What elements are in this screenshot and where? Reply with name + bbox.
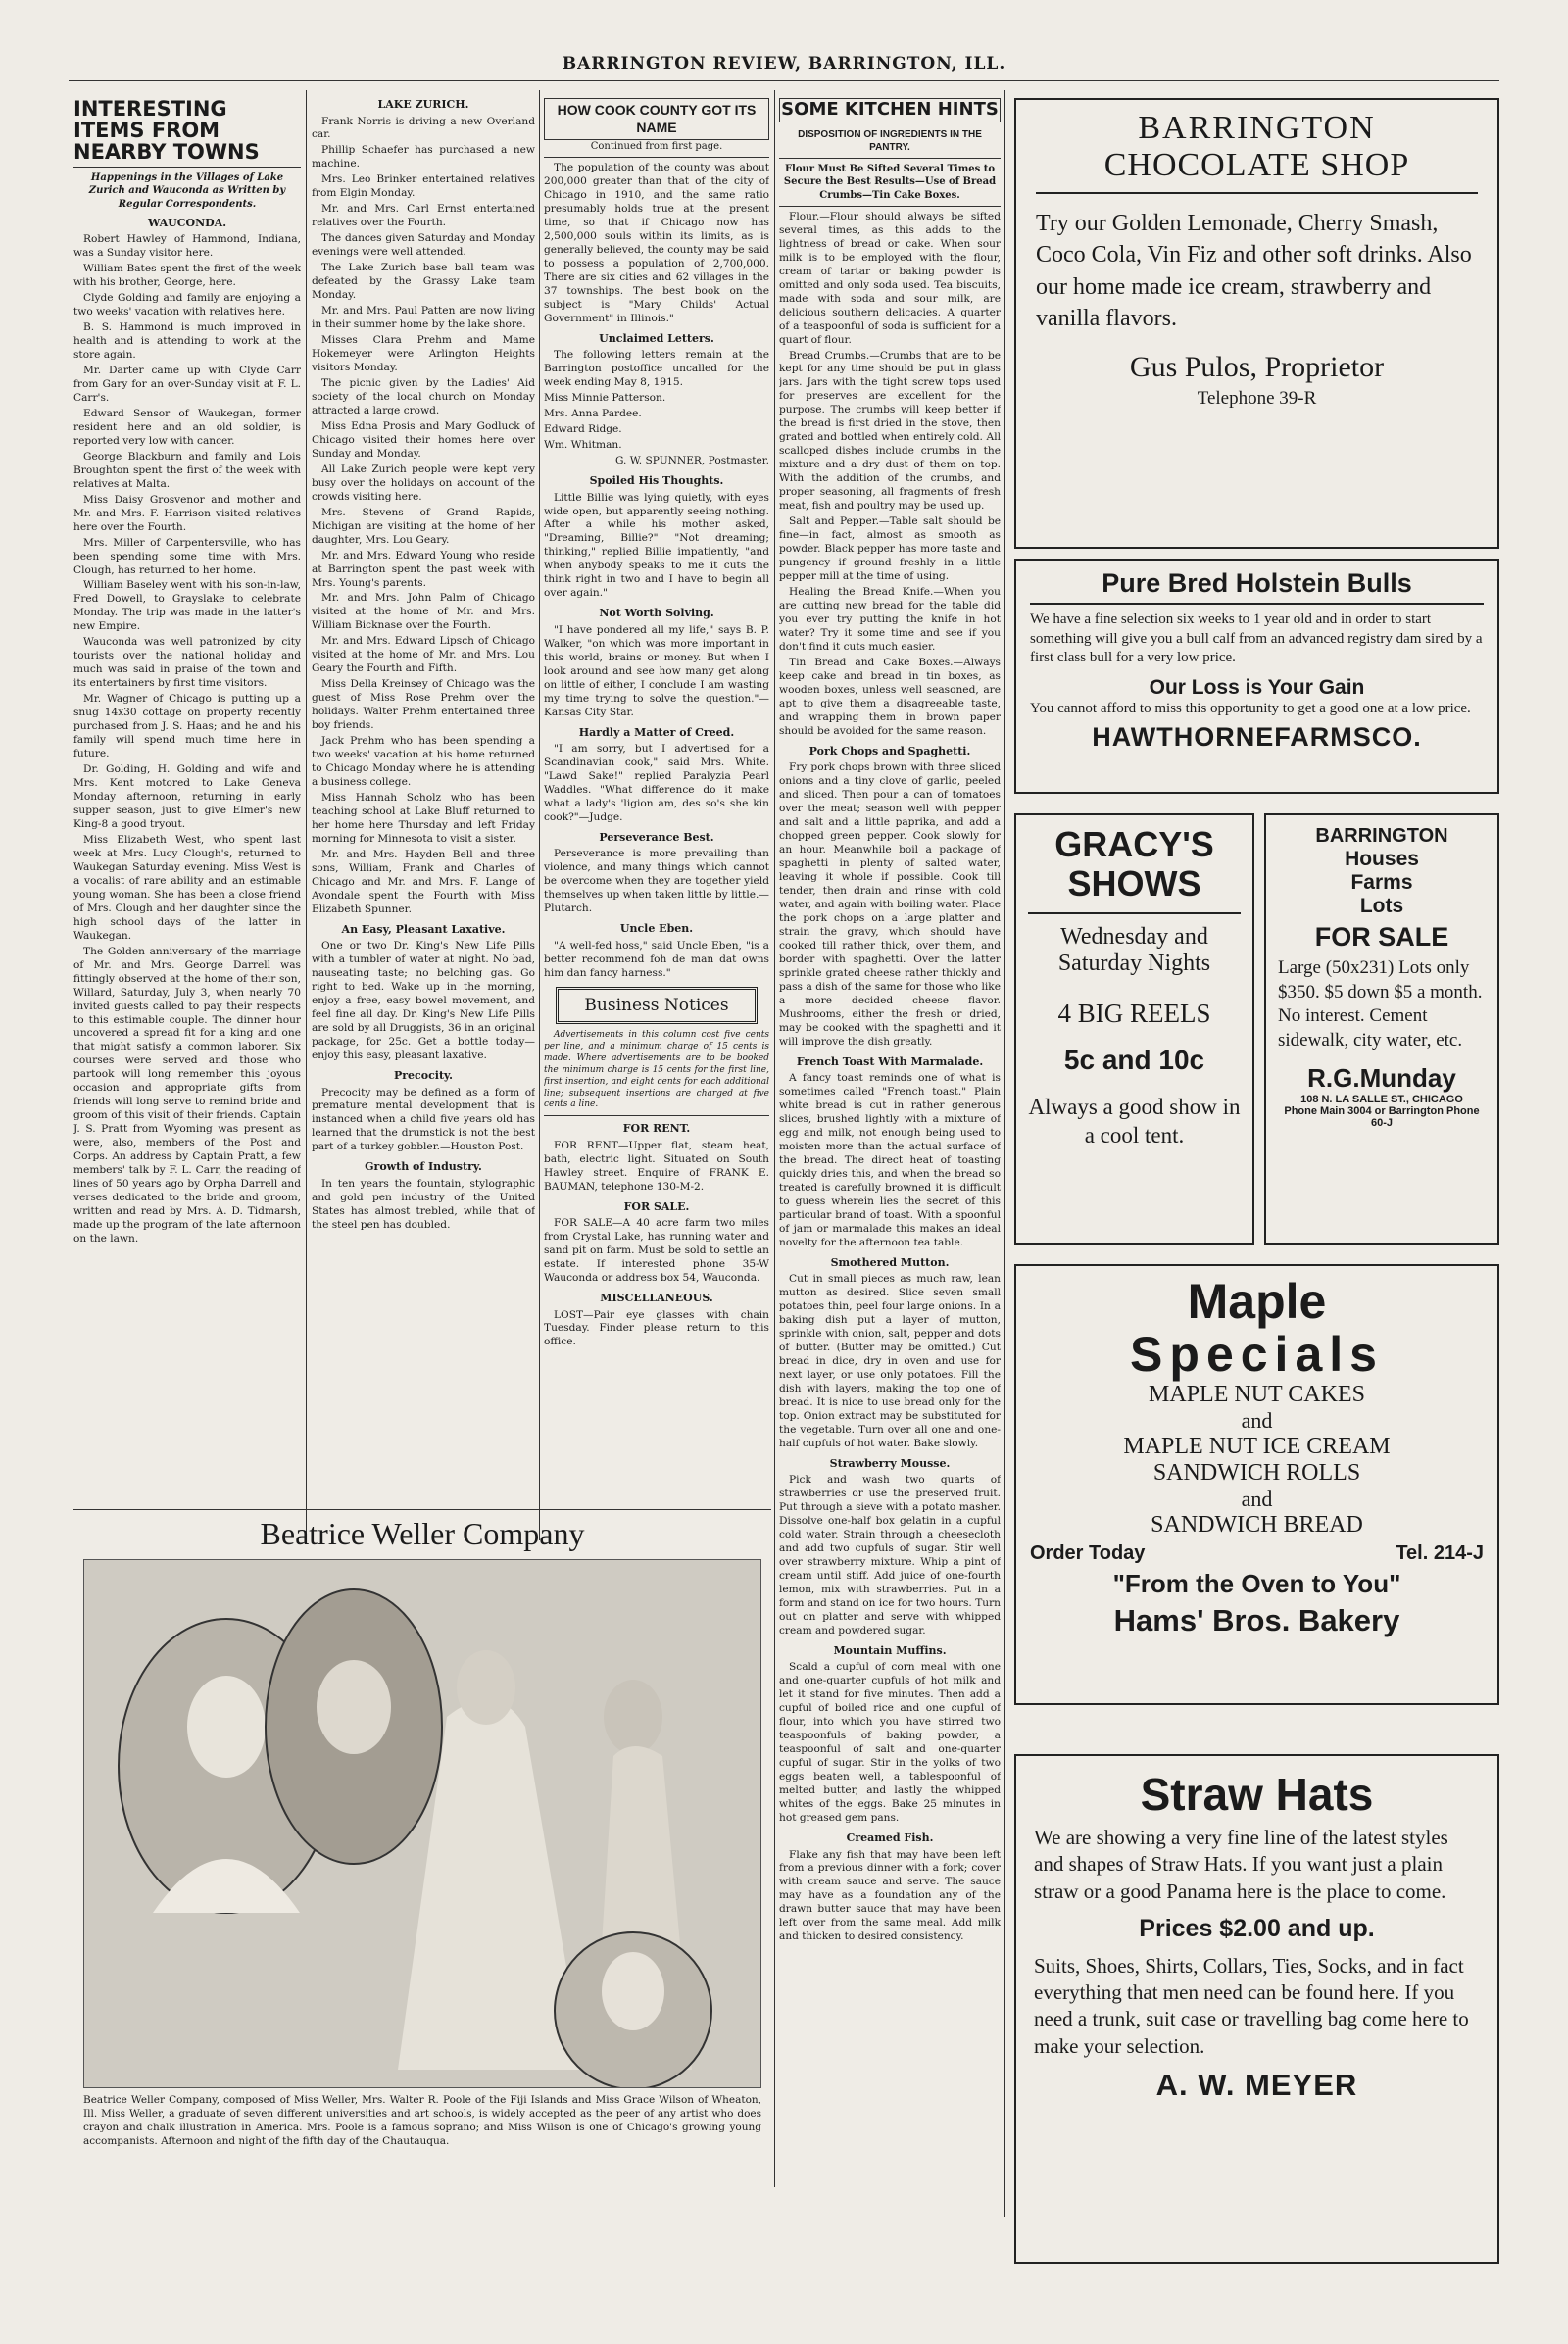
news-item: George Blackburn and family and Lois Broughton spent the first of the week with relatives at Malta. — [74, 450, 301, 490]
item-body: "A well-fed hoss," said Uncle Eben, "is a better recommend foh de man dat owns him dan fancy harness." — [544, 939, 769, 979]
item-body: Little Billie was lying quietly, with eyes wide open, but apparently seeing nothing. After a while his mother asked, "Dreaming, Billie?" "Not dreaming; thinking," replied Billie impatiently, "and when anybody speaks to me it cuts the think right in two and I have to begin all over again." — [544, 491, 769, 600]
ad-phone: Telephone 39-R — [1197, 387, 1317, 409]
masthead: BARRINGTON REVIEW, BARRINGTON, ILL. — [562, 54, 1006, 73]
letter-name: Edward Ridge. — [544, 423, 622, 436]
ad-body: We are showing a very fine line of the latest styles and shapes of Straw Hats. If you want just a plain straw or a good Panama here is the place to come. — [1034, 1826, 1448, 1903]
item-body: In ten years the fountain, stylographic and gold pen industry of the United States has almost trebled, while that of the steel pen has doubled. — [312, 1177, 535, 1231]
news-item: Mr. Darter came up with Clyde Carr from Gary for an over-Sunday visit at F. L. Carr's. — [74, 364, 301, 404]
news-item: Jack Prehm who has been spending a two weeks' vacation at his home returned to Chicago Monday where he is attending a business college. — [312, 735, 535, 789]
ad-prices: Prices $2.00 and up. — [1139, 1914, 1375, 1942]
ad-title-line: Specials — [1130, 1326, 1384, 1382]
news-item: Frank Norris is driving a new Overland car. — [312, 115, 535, 141]
letter-name: Miss Minnie Patterson. — [544, 392, 666, 405]
ad-farm-name: HAWTHORNEFARMSCO. — [1092, 722, 1422, 752]
item-heading: Precocity. — [393, 1069, 454, 1082]
item-heading: Not Worth Solving. — [599, 607, 714, 620]
news-item: Miss Edna Prosis and Mary Godluck of Chicago visited their homes here over Sunday and Monday. — [312, 419, 535, 460]
ad-name-line: CHOCOLATE SHOP — [1103, 147, 1410, 183]
ad-reels: 4 BIG REELS — [1057, 999, 1211, 1029]
ad-body: We have a fine selection six weeks to 1 year old and in order to start something will give you a bull calf from an advanced registry dam sired by a first class bull for a very low price. — [1030, 611, 1483, 665]
item-heading: An Easy, Pleasant Laxative. — [341, 922, 506, 936]
recipe-title: Creamed Fish. — [846, 1831, 934, 1844]
ad-nights: Saturday Nights — [1057, 951, 1211, 977]
ad-bakery-name: Hams' Bros. Bakery — [1113, 1602, 1400, 1637]
news-item: Mrs. Leo Brinker entertained relatives from Elgin Monday. — [312, 173, 535, 200]
recipe-title: Strawberry Mousse. — [829, 1456, 951, 1470]
news-item: Miss Elizabeth West, who spent last week at Mrs. Lucy Clough's, returned to Waukegan Saturday evening. Miss West is a vocalist of rare ability and an estimable young woman. She has been a close friend of Mrs. Clough and her daughter since the high school days of the latter in Waukegan. — [74, 833, 301, 942]
news-item: Wauconda was well patronized by city tourists over the national holiday and much was said in praise of the town and its entertainers by first time visitors. — [74, 636, 301, 690]
notices-rates: Advertisements in this column cost five cents per line, and a minimum charge of 15 cents is made. Where advertisements are to be booked the minimum charge is 15 cents for the first line, first insertion, and eight cents for each additional line; subsequent insertions are charged at five cents a line. — [544, 1030, 769, 1110]
ad-body: You cannot afford to miss this opportunity to get a good one at a low price. — [1030, 700, 1471, 716]
news-item: The Lake Zurich base ball team was defeated by the Grassy Lake team Monday. — [312, 262, 535, 302]
news-item: Miss Daisy Grosvenor and mother and Mr. and Mrs. F. Harrison visited relatives here over the Fourth. — [74, 493, 301, 533]
ad-gracys-shows — [1014, 813, 1254, 1245]
item-heading: Uncle Eben. — [619, 922, 694, 936]
recipe-body: Fry pork chops brown with three sliced onions and a tiny clove of garlic, peeled and sliced. Then pour a can of tomatoes over the meat; season well with pepper and salt and a little paprika, and add a chopped green pepper. Cook slowly for an hour. Meanwhile boil a package of spaghetti in plenty of salted water, leaving it whole if possible. Cook till tender, then drain and rinse with cold water, and again with boiling water. Place the pork chops on a large platter and strain the gravy, which should have cooked till rather thick, over them, and border with spaghetti. Over the latter sprinkle grated cheese rather thickly and pass a dish of the same for those who like a more decided cheese flavor. Mushrooms, either the fresh or dried, may be cooked with the spaghetti and it will improve the dish greatly. — [779, 761, 1001, 1048]
column-rule — [774, 90, 775, 2187]
classified-heading: FOR SALE. — [623, 1199, 690, 1213]
ad-order: Order Today — [1030, 1541, 1146, 1564]
item-heading: Growth of Industry. — [365, 1160, 482, 1174]
ad-phone: Tel. 214-J — [1396, 1541, 1484, 1564]
item-heading: Hardly a Matter of Creed. — [578, 725, 735, 739]
ad-headline: Straw Hats — [1140, 1769, 1374, 1820]
news-item: Mr. and Mrs. Carl Ernst entertained relatives over the Fourth. — [312, 203, 535, 229]
item-body: "I am sorry, but I advertised for a Scandinavian cook," said Mrs. White. "Lawd Sake!" replied Paralyzia Pearl Waddles. "What difference do it make what a lady's 'ligion am, des so's she kin cook?"—Judge. — [544, 743, 769, 823]
ad-munday-lots — [1264, 813, 1499, 1245]
ad-name-line: BARRINGTON — [1138, 110, 1376, 146]
column-rule — [1004, 90, 1005, 2217]
ad-line: Lots — [1359, 895, 1404, 917]
photo-feature — [74, 1509, 771, 2175]
section-heading: WAUCONDA. — [147, 216, 227, 229]
ad-holstein-bulls — [1014, 559, 1499, 794]
news-item: B. S. Hammond is much improved in health and is attending to work at the store again. — [74, 321, 301, 361]
recipe-title: Pork Chops and Spaghetti. — [808, 744, 971, 757]
hint-paragraph: Salt and Pepper.—Table salt should be fine—in fact, almost as smooth as powder. Black pepper has more taste and pungency if ground freshly in a little pepper mill at the time of using. — [779, 515, 1001, 583]
item-heading: Spoiled His Thoughts. — [589, 474, 724, 488]
item-heading: Unclaimed Letters. — [599, 331, 714, 345]
column-rule — [306, 90, 307, 1540]
ad-line: Houses — [1345, 848, 1419, 870]
item-body: Perseverance is more prevailing than violence, and many things which cannot be overcome when they are together yield themselves up when taken little by little.—Plutarch. — [544, 848, 769, 915]
ad-and: and — [1241, 1407, 1273, 1433]
news-item: All Lake Zurich people were kept very busy over the holidays on account of the crowds visiting here. — [312, 463, 535, 503]
ad-merchant: A. W. MEYER — [1155, 2068, 1358, 2103]
ad-line: BARRINGTON — [1315, 825, 1448, 847]
news-item: Mr. and Mrs. Hayden Bell and three sons, William, Frank and Charles of Chicago and Mr. and Mrs. F. Lange of Avondale spent the Fourth with Miss Elizabeth Spunner. — [312, 848, 535, 915]
ad-name: R.G.Munday — [1307, 1062, 1456, 1093]
article-body: The population of the county was about 200,000 greater than that of the city of Chicago in 1910, and the same ratio presumably holds true at the present time, so that if Chicago now has 2,500,000 souls within its limits, as is generally believed, the county may be said to possess a population of 2,700,000. There are six cities and 62 villages in the 37 townships. The best book on the subject is "Mary Childs' Actual Government" in Illinois." — [544, 162, 769, 324]
ad-price: 5c and 10c — [1063, 1045, 1205, 1076]
ad-title-line: Maple — [1187, 1274, 1327, 1329]
postmaster-signature: G. W. SPUNNER, Postmaster. — [614, 455, 769, 467]
news-item: Mrs. Stevens of Grand Rapids, Michigan are visiting at the home of her daughter, Mrs. Lou Geary. — [312, 506, 535, 546]
column-rule — [539, 90, 540, 1540]
hint-paragraph: Tin Bread and Cake Boxes.—Always keep cake and bread in tin boxes, as wooden boxes, unless well seasoned, are apt to give them a disagreeable taste, and wrapping them in brown paper should be avoided for the same reason. — [779, 656, 1001, 737]
ad-body: Suits, Shoes, Shirts, Collars, Ties, Socks, and in fact everything that men need can be found here. If you need a trunk, suit case or travelling bag come here to make your selection. — [1034, 1953, 1469, 2058]
recipe-body: A fancy toast reminds one of what is sometimes called "French toast." Plain white bread is cut in rather generous slices, brushed lightly with a mixture of egg and milk, not enough being used to moisten more than the actual surface of the bread. The direct heat of toasting quickly dries this, and when the bread so treated is carefully browned it is difficult to guess wherein lies the secret of this particular brand of toast. With a spoonful of jam or marmalade this makes an ideal novelty for the afternoon tea table. — [779, 1072, 1001, 1248]
ad-product: SANDWICH ROLLS — [1152, 1459, 1361, 1486]
column-kitchen-hints — [779, 98, 1001, 2136]
recipe-title: Mountain Muffins. — [833, 1643, 947, 1657]
item-body: One or two Dr. King's New Life Pills with a tumbler of water at night. No bad, nauseating taste; no belching gas. Go right to bed. Wake up in the morning, enjoy a free, easy bowel movement, and feel fine all day. Dr. King's New Life Pills are sold by all Druggists, 36 in an original package, for 25c. Get a bottle today—enjoy this easy, pleasant laxative. — [312, 940, 535, 1062]
news-item: Misses Clara Prehm and Mame Hokemeyer were Arlington Heights visitors Monday. — [312, 334, 535, 373]
column-nearby-towns — [74, 98, 301, 1548]
ad-maple-specials — [1014, 1264, 1499, 1705]
ad-address: 108 N. LA SALLE ST., CHICAGO — [1300, 1093, 1463, 1105]
recipe-title: French Toast With Marmalade. — [796, 1054, 984, 1068]
news-item: Mrs. Miller of Carpentersville, who has been spending some time with Mrs. Clough, has returned to her home. — [74, 536, 301, 576]
recipe-body: Pick and wash two quarts of strawberries or use the preserved fruit. Put through a sieve with a potato masher. Dissolve one-half box gelatin in a cupful cold water. Strain through a cheesecloth and add two cupfuls of sugar. Stir well over strawberry mixture. Whip a pint of cream until stiff. Add juice of one-fourth lemon, mix with strawberries. Put in a form and stand on ice for two hours. Turn out on platter and serve with whipped cream and powdered sugar. — [779, 1474, 1001, 1636]
item-body: Precocity may be defined as a form of premature mental development that is instanced when a child five years old has learned that the drumstick is not the best part of a turkey gobbler.—Houston Post. — [312, 1086, 535, 1153]
ad-proprietor: Gus Pulos, Proprietor — [1129, 350, 1385, 383]
article-deck: DISPOSITION OF INGREDIENTS IN THE PANTRY. — [798, 128, 982, 154]
recipe-body: Cut in small pieces as much raw, lean mutton as desired. Slice seven small potatoes thin, peel four large onions. In a baking dish put a layer of mutton, sprinkle with onion, salt, pepper and dots of butter. (Butter may be omitted.) Cut bread in dice, dry in oven and use for next layer, or use only potatoes. Fill the dish with layers, making the top one of bread. It is nice to use bread only for the top. Onion extract may be substituted for the vegetable. Turn over all one and one-half cupfuls of hot water. Bake slowly. — [779, 1273, 1001, 1449]
article-subdeck: Flour Must Be Sifted Several Times to Secure the Best Results—Use of Bread Crumbs—Tin Cake Boxes. — [783, 164, 997, 201]
news-item: Edward Sensor of Waukegan, former resident here and an old soldier, is reported very low with cancer. — [74, 407, 301, 447]
group-photograph — [83, 1559, 761, 2088]
ad-subhead: Our Loss is Your Gain — [1149, 675, 1365, 699]
news-item: Dr. Golding, H. Golding and wife and Mrs. Kent motored to Lake Geneva Monday afternoon, returning in early supper season, just to give Elmer's new King-8 a good tryout. — [74, 763, 301, 830]
item-heading: Perseverance Best. — [599, 830, 714, 844]
hint-paragraph: Bread Crumbs.—Crumbs that are to be kept for any time should be put in glass jars. Jars with the tight screw tops used for preserves are excellent for the purpose. The crumbs will keep better if the bread is first dried in the stove, then grated and bottled when entirely cold. All scalloped dishes include crumbs in the mixture and a dry dust of them on top. With the addition of the crumbs, and proper seasoning, all fragments of fresh meat, fish and poultry may be used up. — [779, 349, 1001, 513]
news-item: The dances given Saturday and Monday evenings were well attended. — [312, 232, 535, 259]
ad-chocolate-shop — [1014, 98, 1499, 549]
recipe-body: Scald a cupful of corn meal with one and one-quarter cupfuls of hot milk and let it stand for five minutes. Then add a cupful of boiled rice and one cupful of flour, into which you have stirred two teaspoonfuls of baking powder, a teaspoonful of salt and one-quarter cupful of sugar. Stir in the yolks of two eggs beaten well, a tablespoonful of melted butter, and lastly the whipped whites of the eggs. Bake 25 minutes in hot greased gem pans. — [779, 1661, 1001, 1825]
ad-tagline: Always a good show in a cool tent. — [1028, 1095, 1241, 1148]
masthead-rule — [69, 80, 1499, 81]
news-item: William Bates spent the first of the week with his brother, George, here. — [74, 263, 301, 289]
classified-heading: FOR RENT. — [622, 1122, 691, 1136]
news-item: Miss Hannah Scholz who has been teaching school at Lake Bluff returned to her home here Thursday and left Friday morning for Minnesota to visit a sister. — [312, 792, 535, 845]
classified-ad: FOR RENT—Upper flat, steam heat, bath, electric light. Situated on South Hawley street. Enquire of FRANK E. BAUMAN, telephone 130-M-2. — [544, 1139, 769, 1193]
ad-slogan: "From the Oven to You" — [1112, 1568, 1401, 1598]
hint-paragraph: Flour.—Flour should always be sifted several times, as this adds to the lightness of bread or cake. When sour milk is to be employed with the flour, cream of tartar or baking powder is omitted and only soda used. Tea biscuits, made with soda and sour milk, are delicious southern delicacies. A quarter of a teaspoonful of soda is sufficient for a quart of flour. — [779, 210, 1001, 346]
classified-ad: FOR SALE—A 40 acre farm two miles from Crystal Lake, has running water and sand pit on farm. Must be sold to settle an estate. If interested phone 35-W Wauconda or address box 54, Wauconda. — [544, 1217, 769, 1285]
news-item: Mr. and Mrs. Paul Patten are now living in their summer home by the lake shore. — [312, 305, 535, 331]
ad-product: SANDWICH BREAD — [1151, 1511, 1363, 1538]
photo-feature-title: Beatrice Weller Company — [260, 1516, 585, 1551]
article-headline: HOW COOK COUNTY GOT ITS NAME — [544, 98, 769, 140]
column-cook-county — [544, 98, 769, 1548]
ad-title-line: SHOWS — [1067, 862, 1201, 903]
ad-straw-hats — [1014, 1754, 1499, 2264]
letter-name: Wm. Whitman. — [544, 439, 622, 452]
ad-phone: Phone Main 3004 or Barrington Phone 60-J — [1284, 1104, 1480, 1129]
recipe-body: Flake any fish that may have been left from a previous dinner with a fork; cover with cream sauce and serve. The sauce may have as a foundation any of the drawn butter sauce that may have been left over from the same meal. Add milk and thicken to desired consistency. — [779, 1848, 1001, 1943]
news-item: William Baseley went with his son-in-law, Fred Dowell, to Grayslake to celebrate Monday. The trip was made in the latter's new Empire. — [74, 579, 301, 633]
letter-name: Mrs. Anna Pardee. — [544, 408, 642, 420]
recipe-title: Smothered Mutton. — [830, 1255, 950, 1269]
article-deck: Happenings in the Villages of Lake Zurich and Wauconda as Written by Regular Correspondents. — [88, 172, 286, 210]
news-item: Mr. Wagner of Chicago is putting up a snug 14x30 cottage on property recently purchased from J. S. Haas; and he and his family will spend much time here in future. — [74, 693, 301, 760]
item-body: The following letters remain at the Barrington postoffice uncalled for the week ending May 8, 1915. — [544, 349, 769, 389]
classified-heading: MISCELLANEOUS. — [600, 1292, 713, 1304]
ad-product: MAPLE NUT ICE CREAM — [1123, 1433, 1391, 1459]
photo-caption: Beatrice Weller Company, composed of Miss Weller, Mrs. Walter R. Poole of the Fiji Islands and Miss Grace Wilson of Wheaton, Ill. Miss Weller, a graduate of seven different universities and art schools, is widely accepted as the peer of any artist who does crayon and chalk illustration in America. Mrs. Poole is a famous soprano; and Miss Wilson is one of Chicago's growing young accompanists. Afternoon and night of the fifth day of the Chautauqua. — [83, 2094, 761, 2147]
item-body: "I have pondered all my life," says B. P. Walker, "on which was more important in this world, brains or money. But when I look around and see how many get along on little of either, I conclude I am wasting my time trying to solve the question."—Kansas City Star. — [544, 623, 769, 718]
section-heading: LAKE ZURICH. — [377, 98, 469, 111]
article-headline: INTERESTING ITEMS FROM NEARBY TOWNS — [74, 98, 260, 165]
news-item: Mr. and Mrs. Edward Lipsch of Chicago visited at the home of Mr. and Mrs. Lou Geary the Fourth and Fifth. — [312, 635, 535, 675]
column-lake-zurich — [312, 98, 535, 1548]
ad-order-row — [1030, 1542, 1484, 1565]
ad-headline: Pure Bred Holstein Bulls — [1102, 568, 1412, 598]
ad-for-sale: FOR SALE — [1314, 922, 1449, 952]
ad-title-line: GRACY'S — [1054, 824, 1214, 864]
ad-body: Large (50x231) Lots only $350. $5 down $5 a month. No interest. Cement sidewalk, city water, etc. — [1278, 957, 1483, 1051]
news-item: Miss Della Kreinsey of Chicago was the guest of Miss Rose Prehm over the holidays. Walter Prehm entertained three boy friends. — [312, 678, 535, 732]
ad-body: Try our Golden Lemonade, Cherry Smash, Coco Cola, Vin Fiz and other soft drinks. Also our home made ice cream, strawberry and vanilla flavors. — [1036, 211, 1472, 332]
news-item: The picnic given by the Ladies' Aid society of the local church on Monday attracted a large crowd. — [312, 376, 535, 416]
continued-note: Continued from first page. — [590, 140, 723, 152]
news-item: Mr. and Mrs. Edward Young who reside at Barrington spent the past week with Mrs. Young's parents. — [312, 549, 535, 589]
news-item: Robert Hawley of Hammond, Indiana, was a Sunday visitor here. — [74, 233, 301, 260]
news-item: The Golden anniversary of the marriage of Mr. and Mrs. George Darrell was fittingly observed at the home of their son, Willard, Saturday, July 3, when nearly 70 invited guests called to pay their respects to this estimable couple. The dinner hour uncovered a spread fit for a king and one that might satisfy a common laborer. Six courses were served and those who partook will long remember this joyous occasion and appropriate gifts from friends will long serve to remind bride and groom of this visit of their friends. Captain J. S. Pratt from Wyoming was present as were, also, members of the Post and Corps. An address by Captain Pratt, a few members' talk by F. L. Carr, the reading of lines of 50 years ago by Orpha Darrell and verses dedicated to the bride and groom, written and read by Mrs. A. D. Tidmarsh, made up the program of the late afternoon on the lawn. — [74, 945, 301, 1245]
article-headline: SOME KITCHEN HINTS — [779, 98, 1001, 122]
ad-and: and — [1241, 1486, 1273, 1511]
news-item: Mr. and Mrs. John Palm of Chicago visited at the home of Mr. and Mrs. William Bicknase over the Fourth. — [312, 592, 535, 632]
business-notices-heading: Business Notices — [556, 987, 758, 1024]
ad-line: Farms — [1350, 871, 1413, 894]
ad-nights: Wednesday and — [1060, 924, 1208, 951]
ad-product: MAPLE NUT CAKES — [1149, 1381, 1365, 1407]
news-item: Phillip Schaefer has purchased a new machine. — [312, 144, 535, 171]
classified-ad: LOST—Pair eye glasses with chain Tuesday. Finder please return to this office. — [544, 1308, 769, 1348]
photograph-illustration — [84, 1560, 761, 2088]
hint-paragraph: Healing the Bread Knife.—When you are cutting new bread for the table did you ever try putting the knife in hot water? Try it some time and see if you don't find it cuts much easier. — [779, 585, 1001, 653]
news-item: Clyde Golding and family are enjoying a two weeks' vacation with relatives here. — [74, 292, 301, 318]
